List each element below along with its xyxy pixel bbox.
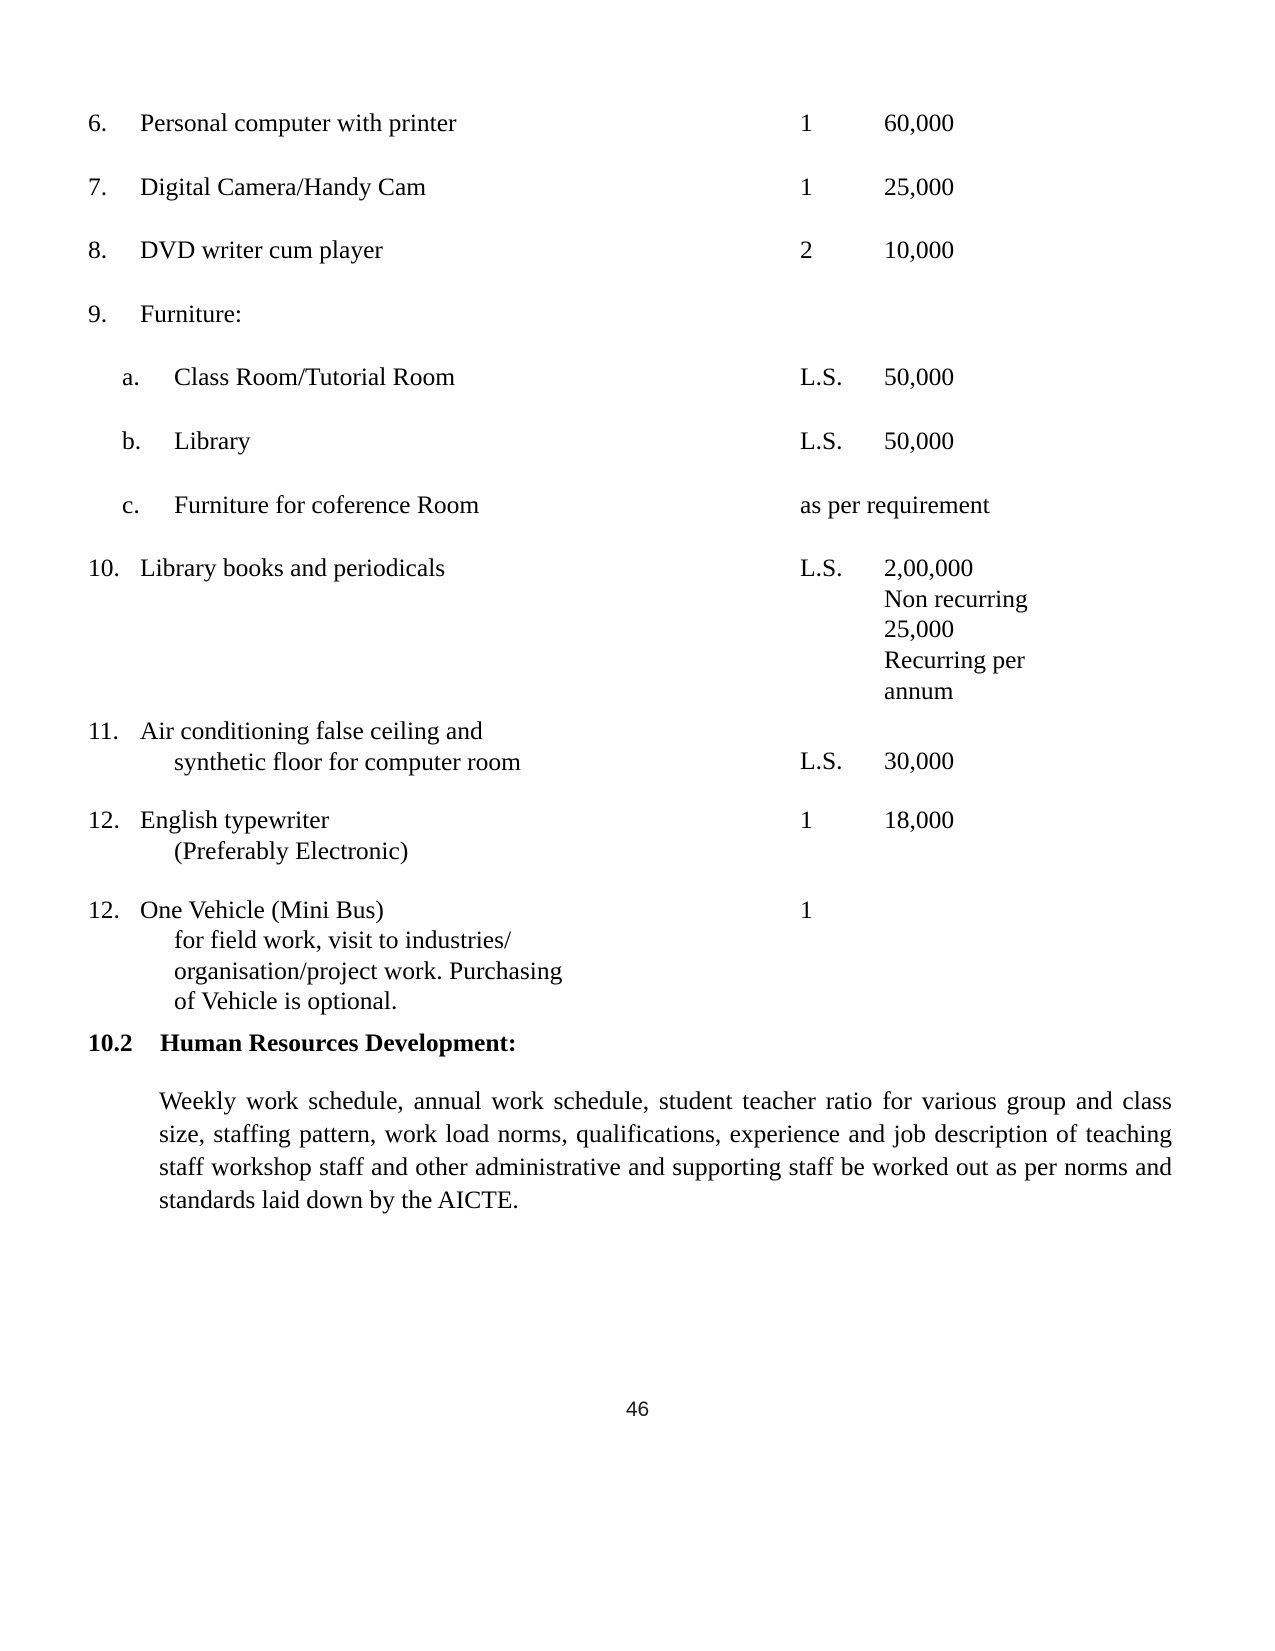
- item-quantity: L.S.: [800, 425, 843, 455]
- list-item: [88, 235, 1188, 266]
- item-quantity-line-2: requirement: [866, 489, 990, 519]
- item-amount: 18,000: [884, 805, 955, 835]
- item-description: Furniture:: [140, 298, 242, 328]
- page-number: 46: [625, 1398, 650, 1421]
- section-heading: [88, 1028, 517, 1058]
- item-description-line-3: organisation/project work. Purchasing: [174, 955, 563, 985]
- item-number: a.: [122, 362, 140, 392]
- item-description-line-2: (Preferably Electronic): [174, 835, 409, 865]
- list-item: [88, 172, 1188, 203]
- item-description: Digital Camera/Handy Cam: [140, 171, 427, 201]
- item-amount-line-1: 2,00,000: [884, 553, 974, 583]
- section-paragraph: Weekly work schedule, annual work schedule, student teacher ratio for various group and class size, staffing pattern, work load norms, qualifications, experience and job description of teaching staff workshop staff and other administrative and supporting staff be worked out as per norms and standards laid down by the AICTE.: [159, 1086, 1172, 1215]
- item-amount: 50,000: [884, 362, 955, 392]
- item-number: 8.: [88, 235, 108, 265]
- item-description-line-2: synthetic floor for computer room: [174, 746, 521, 776]
- list-item: [88, 716, 1188, 777]
- item-quantity: 1: [800, 108, 813, 137]
- item-description: Class Room/Tutorial Room: [174, 362, 456, 392]
- list-item: [88, 895, 1188, 1017]
- item-description-line-1: One Vehicle (Mini Bus): [140, 894, 384, 924]
- item-number: 9.: [88, 298, 108, 328]
- section-number: 10.2: [88, 1028, 133, 1057]
- list-item: [88, 553, 1188, 706]
- item-amount: 60,000: [884, 108, 955, 137]
- item-description: DVD writer cum player: [140, 235, 383, 265]
- item-amount-line-3: 25,000: [884, 614, 955, 644]
- item-number: 12.: [88, 894, 120, 924]
- item-number: b.: [122, 425, 142, 455]
- item-amount: [884, 553, 1164, 706]
- item-quantity: L.S.: [800, 553, 843, 583]
- item-number: 12.: [88, 805, 120, 835]
- item-quantity: [800, 490, 1074, 521]
- item-description: [140, 895, 800, 1017]
- item-amount: 50,000: [884, 425, 955, 455]
- item-quantity: 1: [800, 805, 813, 835]
- item-amount-line-2: Non recurring: [884, 583, 1028, 613]
- item-description: [140, 805, 800, 866]
- item-quantity: 1: [800, 171, 813, 201]
- item-quantity-line-1: as per: [800, 489, 861, 519]
- list-item: [88, 108, 1188, 139]
- item-description: Library books and periodicals: [140, 553, 446, 583]
- item-description: Furniture for coference Room: [174, 489, 480, 519]
- list-item: [88, 805, 1188, 866]
- item-description-line-4: of Vehicle is optional.: [174, 986, 398, 1016]
- item-amount-line-5: annum: [884, 675, 954, 705]
- list-item: [88, 490, 1188, 521]
- item-amount: 10,000: [884, 235, 955, 265]
- item-amount-line-4: Recurring per: [884, 644, 1025, 674]
- item-number: 11.: [88, 716, 119, 746]
- item-description: Personal computer with printer: [140, 108, 457, 137]
- list-item: [88, 299, 1188, 330]
- item-amount: 30,000: [884, 746, 955, 776]
- item-description: [140, 716, 800, 777]
- item-description-line-1: Air conditioning false ceiling and: [140, 716, 483, 746]
- list-item: [88, 426, 1188, 457]
- item-quantity: L.S.: [800, 362, 843, 392]
- item-quantity: 2: [800, 235, 813, 265]
- item-description-line-2: for field work, visit to industries/: [174, 925, 512, 955]
- list-item: [88, 362, 1188, 393]
- item-number: 10.: [88, 553, 120, 583]
- item-quantity: L.S.: [800, 746, 843, 776]
- item-description: Library: [174, 425, 251, 455]
- item-number: c.: [122, 489, 140, 519]
- item-description-line-1: English typewriter: [140, 805, 330, 835]
- item-quantity: 1: [800, 894, 813, 924]
- equipment-list: [88, 108, 1188, 1017]
- item-number: 6.: [88, 108, 108, 137]
- section-title: Human Resources Development:: [160, 1028, 517, 1057]
- item-amount: 25,000: [884, 171, 955, 201]
- item-number: 7.: [88, 171, 108, 201]
